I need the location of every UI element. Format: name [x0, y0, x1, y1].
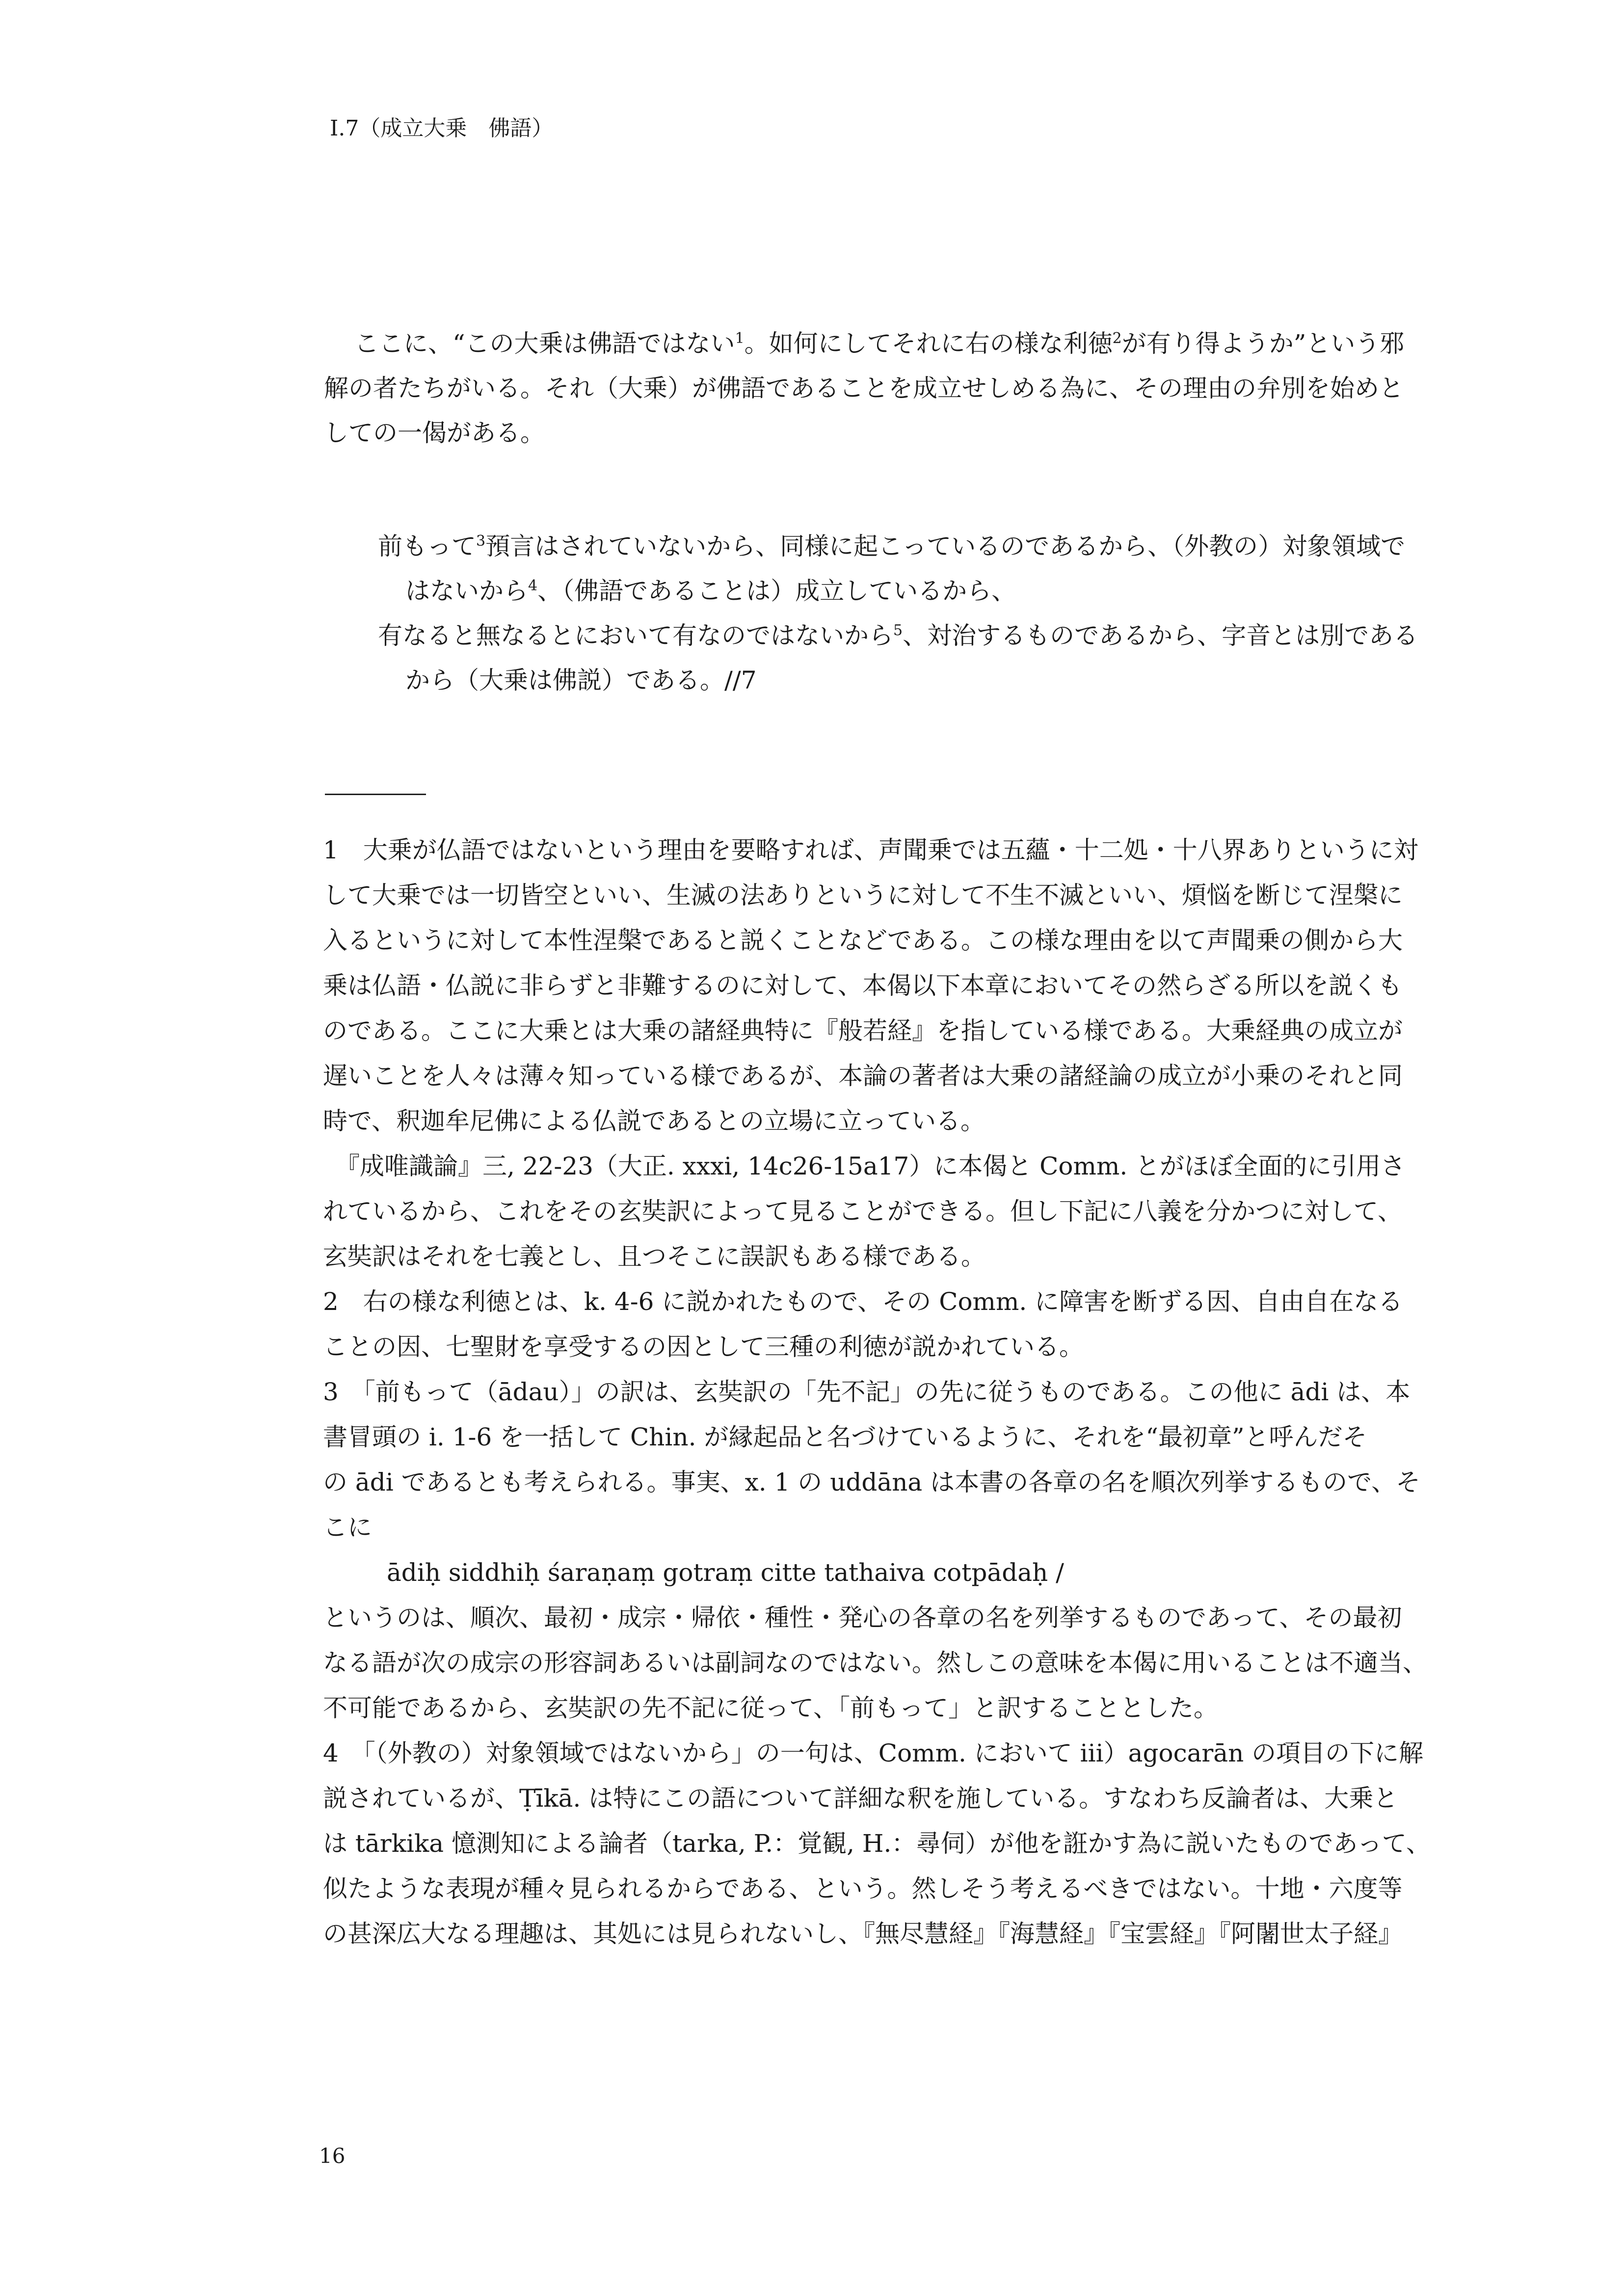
- footnote-line: は tārkika 憶測知による論者（tarka, P.：覚観, H.：尋伺）が他を誑かす為に説いたものであって、: [323, 1829, 1431, 1858]
- footnote-line: 書冒頭の i. 1-6 を一括して Chin. が縁起品と名づけているように、それを“最初章”と呼んだそ: [323, 1423, 1367, 1451]
- verse-line-1: 前もって$^3$預言はされていないから、同様に起こっているのであるから、（外教の）対象領域で: [378, 532, 1406, 561]
- intro-paragraph: [324, 321, 1492, 455]
- footnote-ref-4[interactable]: 4: [528, 577, 538, 594]
- footnote-1: [323, 828, 1501, 1279]
- footnote-line: 1 大乗が仏語ではないという理由を要略すれば、声聞乗では五蘊・十二処・十八界ありというに対: [323, 836, 1418, 864]
- verse-line-3: 有なると無なるとにおいて有なのではないから$^5$、対治するものであるから、字音とは別である: [378, 621, 1418, 650]
- footnote-line: 『成唯識論』三, 22-23（大正. xxxi, 14c26-15a17）に本偈と Comm. とがほぼ全面的に引用さ: [323, 1152, 1406, 1180]
- footnote-ref-3[interactable]: 3: [476, 533, 486, 550]
- footnote-3: [323, 1369, 1501, 1731]
- footnote-line: ことの因、七聖財を享受するの因として三種の利徳が説かれている。: [323, 1333, 1084, 1361]
- section-header: I.7（成立大乗 佛語）: [330, 116, 554, 141]
- footnote-line: 遅いことを人々は薄々知っている様であるが、本論の著者は大乗の諸経論の成立が小乗のそれと同: [323, 1062, 1403, 1090]
- footnote-4: [323, 1731, 1501, 1956]
- footnote-line: 入るというに対して本性涅槃であると説くことなどである。この様な理由を以て声聞乗の側から大: [323, 926, 1403, 955]
- footnote-separator: [325, 794, 426, 795]
- footnote-ref-5[interactable]: 5: [893, 622, 903, 639]
- footnote-line: なる語が次の成宗の形容詞あるいは副詞なのではない。然しこの意味を本偈に用いることは不適当、: [323, 1649, 1427, 1677]
- intro-line-3: しての一偈がある。: [324, 419, 545, 447]
- footnote-line: のである。ここに大乗とは大乗の諸経典特に『般若経』を指している様である。大乗経典の成立が: [323, 1016, 1403, 1045]
- footnote-line: の ādi であるとも考えられる。事実、x. 1 の uddāna は本書の各章の名を順次列挙するもので、そ: [323, 1468, 1421, 1496]
- verse-line-2: はないから$^4$、（佛語であることは）成立しているから、: [405, 577, 1016, 605]
- intro-line-2: 解の者たちがいる。それ（大乗）が佛語であることを成立せしめる為に、その理由の弁別を始めと: [324, 374, 1404, 402]
- footnote-line: れているから、これをその玄奘訳によって見ることができる。但し下記に八義を分かつに対して、: [323, 1197, 1402, 1226]
- footnote-line: して大乗では一切皆空といい、生滅の法ありというに対して不生不滅といい、煩悩を断じて涅槃に: [323, 881, 1403, 909]
- footnote-line: 玄奘訳はそれを七義とし、且つそこに誤訳もある様である。: [323, 1242, 985, 1271]
- footnote-line: というのは、順次、最初・成宗・帰依・種性・発心の各章の名を列挙するものであって、その最初: [323, 1603, 1402, 1632]
- footnote-line: こに: [323, 1513, 372, 1542]
- verse-line-4: から（大乗は佛説）である。//7: [405, 666, 757, 694]
- footnote-line: 乗は仏語・仏説に非らずと非難するのに対して、本偈以下本章においてその然らざる所以を説くも: [323, 971, 1402, 1000]
- footnote-line: の甚深広大なる理趣は、其処には見られないし、『無尽慧経』『海慧経』『宝雲経』『阿闍世太子経』: [323, 1920, 1403, 1948]
- intro-line-1: ここに、“この大乗は佛語ではない$^1$。如何にしてそれに右の様な利徳$^2$が有り得ようか”という邪: [354, 329, 1405, 358]
- sanskrit-quote: ādiḥ siddhiḥ śaraṇaṃ gotraṃ citte tathaiva cotpādaḥ /: [387, 1558, 1064, 1587]
- footnote-ref-2[interactable]: 2: [1112, 330, 1122, 347]
- footnote-line: 時で、釈迦牟尼佛による仏説であるとの立場に立っている。: [323, 1107, 985, 1135]
- footnote-ref-1[interactable]: 1: [735, 330, 745, 347]
- footnote-line: 2 右の様な利徳とは、k. 4-6 に説かれたもので、その Comm. に障害を断ずる因、自由自在なる: [323, 1287, 1403, 1316]
- footnote-line: 似たような表現が種々見られるからである、という。然しそう考えるべきではない。十地・六度等: [323, 1874, 1403, 1903]
- footnote-line: 不可能であるから、玄奘訳の先不記に従って、「前もって」と訳することとした。: [323, 1694, 1218, 1722]
- footnote-line: 3 「前もって（ādau）」の訳は、玄奘訳の「先不記」の先に従うものである。この他に ādi は、本: [323, 1378, 1411, 1406]
- verse-block: [378, 524, 1507, 703]
- footnote-line: 4 「（外教の）対象領域ではないから」の一句は、Comm. において iii）agocarān の項目の下に解: [323, 1739, 1424, 1767]
- page-number: 16: [319, 2144, 346, 2168]
- footnote-line: 説されているが、Ṭīkā. は特にこの語について詳細な釈を施している。すなわち反論者は、大乗と: [323, 1784, 1398, 1813]
- footnote-2: [323, 1279, 1501, 1369]
